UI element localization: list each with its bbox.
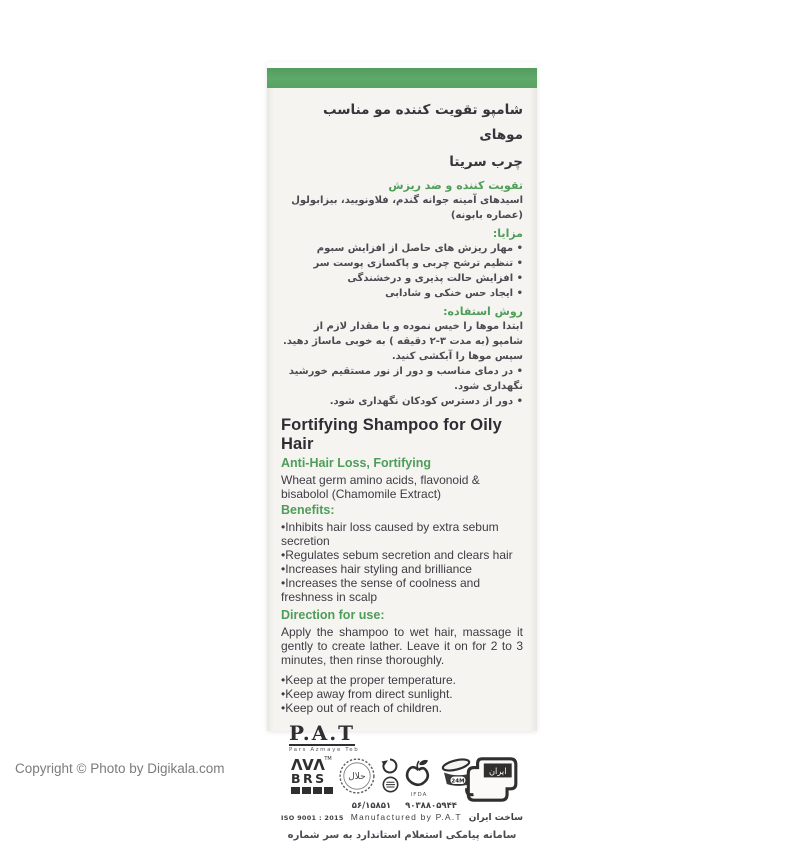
iran-standard-icon — [459, 753, 521, 807]
product-box-photo — [267, 62, 537, 841]
list-item: • افزایش حالت پذیری و درخشندگی — [347, 273, 523, 284]
seal-icon — [382, 776, 399, 793]
directions-label-en: Direction for use: — [281, 608, 385, 622]
directions-en: Apply the shampoo to wet hair, massage it gently to create lather. Leave it on for 2 to 3 minutes, then rinse thoroughly. — [281, 625, 523, 667]
benefits-label-fa: مزایا: — [492, 227, 523, 240]
ingredients-fa: اسیدهای آمینه جوانه گندم، فلاونویید، بیزابولول — [291, 195, 523, 206]
directions-fa: ابتدا موها را خیس نموده و با مقدار لازم از شامپو (به مدت ۳-۲ دقیقه ) به خوبی ماساژ دهید. سپس موها را آبکشی کنید. — [282, 321, 523, 362]
trademark-symbol: TM — [324, 756, 332, 762]
license-number-health: ۹۰۳۸۸۰۵۹۴۴ — [405, 801, 457, 811]
brs-squares — [291, 787, 333, 794]
directions-label-fa: روش استفاده: — [443, 305, 523, 318]
halal-stamp-icon — [338, 757, 376, 795]
list-item: •Inhibits hair loss caused by extra sebum secretion — [281, 520, 499, 548]
ava-logo-text: ΛVΛ — [291, 756, 325, 774]
list-item: •Increases hair styling and brilliance — [281, 562, 472, 576]
benefits-list-fa — [281, 241, 523, 301]
product-title-fa: شامپو تقویت کننده مو مناسب موهای — [322, 102, 523, 143]
subtitle-fa: تقویت کننده و ضد ریزش — [388, 179, 523, 192]
list-item: •Keep out of reach of children. — [281, 701, 442, 715]
storage-list-en — [281, 673, 523, 715]
sms-inquiry-text: سامانه پیامکی استعلام استاندارد به سر شماره — [287, 830, 517, 841]
svg-text:ایران: ایران — [489, 765, 507, 776]
list-item: • در دمای مناسب و دور از نور مستقیم خورشید نگهداری شود. — [288, 366, 523, 392]
ava-brs-logo — [291, 757, 333, 794]
persian-section — [281, 98, 523, 409]
ingredients-fa-line2: (عصاره بابونه) — [450, 210, 523, 221]
english-section — [281, 416, 523, 715]
ingredients-en: Wheat germ amino acids, flavonoid & bisabolol (Chamomile Extract) — [281, 473, 480, 501]
list-item: • تنظیم ترشح چربی و پاکسازی پوست سر — [313, 258, 523, 269]
list-item: •Keep away from direct sunlight. — [281, 687, 453, 701]
storage-list-fa — [281, 364, 523, 409]
svg-text:24M: 24M — [451, 778, 465, 785]
list-item: • ایجاد حس خنکی و شادابی — [385, 288, 523, 299]
pat-logo — [289, 723, 523, 753]
list-item: •Keep at the proper temperature. — [281, 673, 456, 687]
product-title-en: Fortifying Shampoo for Oily Hair — [281, 416, 502, 453]
iso-certification-text: ISO 9001 : 2015 — [281, 814, 344, 822]
benefits-label-en: Benefits: — [281, 503, 335, 517]
product-title-fa-line2: چرب سریتا — [449, 154, 523, 170]
copyright-caption: Copyright © Photo by Digikala.com — [15, 761, 225, 776]
brs-logo-text: BRS — [291, 771, 327, 786]
manufactured-row — [281, 812, 523, 823]
recycle-stamp-stack — [381, 757, 399, 793]
certification-icons-row — [281, 757, 523, 799]
license-number-mfg: ۵۶/۱۵۸۵۱ — [351, 801, 392, 811]
list-item: • مهار ریزش های حاصل از افزایش سبوم — [316, 243, 523, 254]
list-item: •Increases the sense of coolness and freshness in scalp — [281, 576, 480, 604]
pat-logo-subtext: Pars Azmaye Teb — [289, 747, 360, 753]
list-item: •Regulates sebum secretion and clears hair — [281, 548, 513, 562]
subtitle-en: Anti-Hair Loss, Fortifying — [281, 456, 431, 470]
manufactured-by-text: Manufactured by P.A.T — [350, 812, 462, 822]
recycle-icon — [381, 757, 399, 775]
made-in-iran-text: ساخت ایران — [468, 813, 523, 823]
svg-text:IFDA: IFDA — [410, 792, 428, 798]
green-band — [267, 68, 537, 88]
ifda-logo-icon — [404, 757, 434, 799]
list-item: • دور از دسترس کودکان نگهداری شود. — [329, 396, 523, 407]
benefits-list-en — [281, 520, 523, 604]
svg-text:حلال: حلال — [348, 772, 366, 783]
pat-logo-text: P.A.T — [289, 721, 356, 745]
